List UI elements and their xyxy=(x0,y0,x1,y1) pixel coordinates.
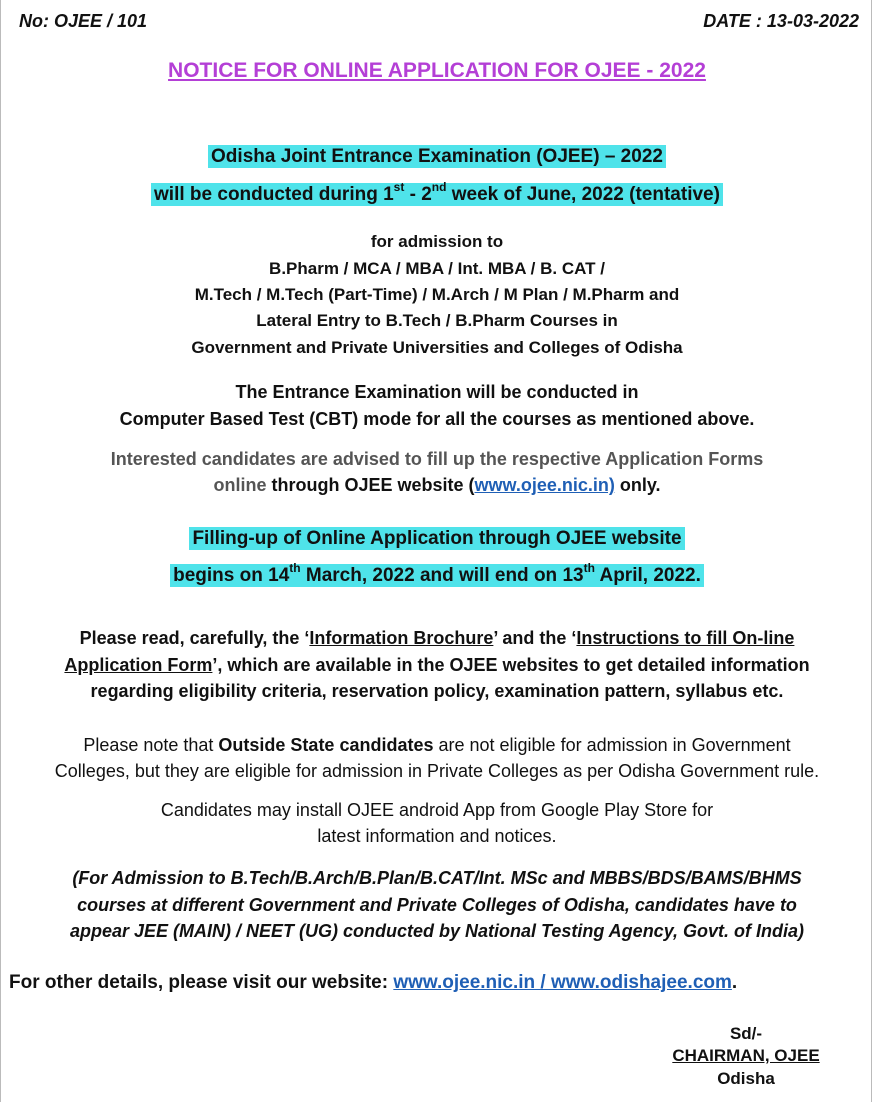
filling-dates: begins on 14th March, 2022 and will end on 13th April, 2022. xyxy=(170,564,704,587)
read-line-3: regarding eligibility criteria, reservation policy, examination pattern, syllabus etc. xyxy=(90,681,784,701)
cbt-line-2: Computer Based Test (CBT) mode for all the courses as mentioned above. xyxy=(119,409,755,429)
app-line-1: Candidates may install OJEE android App from Google Play Store for xyxy=(160,800,714,820)
exam-name: Odisha Joint Entrance Examination (OJEE) – 2022 xyxy=(208,145,666,168)
exam-schedule: will be conducted during 1st - 2nd week of June, 2022 (tentative) xyxy=(151,183,723,206)
note-line-3: appear JEE (MAIN) / NEET (UG) conducted by National Testing Agency, Govt. of India) xyxy=(69,921,805,941)
interested-line-2: online through OJEE website (www.ojee.nic.in) only. xyxy=(213,475,661,495)
notice-date: DATE : 13-03-2022 xyxy=(703,11,859,31)
filling-line-2 xyxy=(1,560,872,587)
information-brochure-ref: Information Brochure xyxy=(309,628,494,648)
footer-line: For other details, please visit our website: www.ojee.nic.in / www.odishajee.com. xyxy=(9,972,738,993)
read-line-1: Please read, carefully, the ‘Information Brochure’ and the ‘Instructions to fill On-line xyxy=(79,628,795,648)
exam-schedule-line xyxy=(1,179,872,206)
interested-line-1: Interested candidates are advised to fill up the respective Application Forms xyxy=(110,449,764,469)
notice-title: NOTICE FOR ONLINE APPLICATION FOR OJEE - 2022 xyxy=(168,59,706,82)
note-line-1: (For Admission to B.Tech/B.Arch/B.Plan/B.CAT/Int. MSc and MBBS/BDS/BAMS/BHMS xyxy=(72,868,802,888)
signature-chairman: CHAIRMAN, OJEE xyxy=(672,1046,820,1065)
note-line-2: courses at different Government and Private Colleges of Odisha, candidates have to xyxy=(77,895,797,915)
instructions-ref: Instructions to fill On-line xyxy=(576,628,795,648)
exam-name-line xyxy=(1,146,872,168)
app-line-2: latest information and notices. xyxy=(317,826,557,846)
footer-website-links[interactable]: www.ojee.nic.in / www.odishajee.com xyxy=(393,972,732,993)
admission-line-1: for admission to xyxy=(370,232,504,251)
signature-sd: Sd/- xyxy=(729,1024,763,1043)
cbt-line-1: The Entrance Examination will be conducted in xyxy=(235,382,639,402)
admission-line-2: B.Pharm / MCA / MBA / Int. MBA / B. CAT / xyxy=(269,259,605,278)
outside-line-2: Colleges, but they are eligible for admission in Private Colleges as per Odisha Government rule. xyxy=(54,761,820,781)
application-form-ref: Application Form xyxy=(64,655,213,675)
filling-text: Filling-up of Online Application through OJEE website xyxy=(189,527,684,550)
filling-line-1 xyxy=(1,528,872,550)
outside-line-1: Please note that Outside State candidates are not eligible for admission in Government xyxy=(83,735,791,755)
admission-line-3: M.Tech / M.Tech (Part-Time) / M.Arch / M Plan / M.Pharm and xyxy=(194,285,680,304)
admission-line-4: Lateral Entry to B.Tech / B.Pharm Courses in xyxy=(256,311,618,330)
signature-place: Odisha xyxy=(717,1069,775,1088)
read-line-2: Application Form’, which are available in the OJEE websites to get detailed information xyxy=(64,655,810,675)
admission-line-5: Government and Private Universities and Colleges of Odisha xyxy=(191,338,683,357)
notice-number: No: OJEE / 101 xyxy=(19,11,148,31)
ojee-website-link[interactable]: www.ojee.nic.in) xyxy=(474,475,615,495)
